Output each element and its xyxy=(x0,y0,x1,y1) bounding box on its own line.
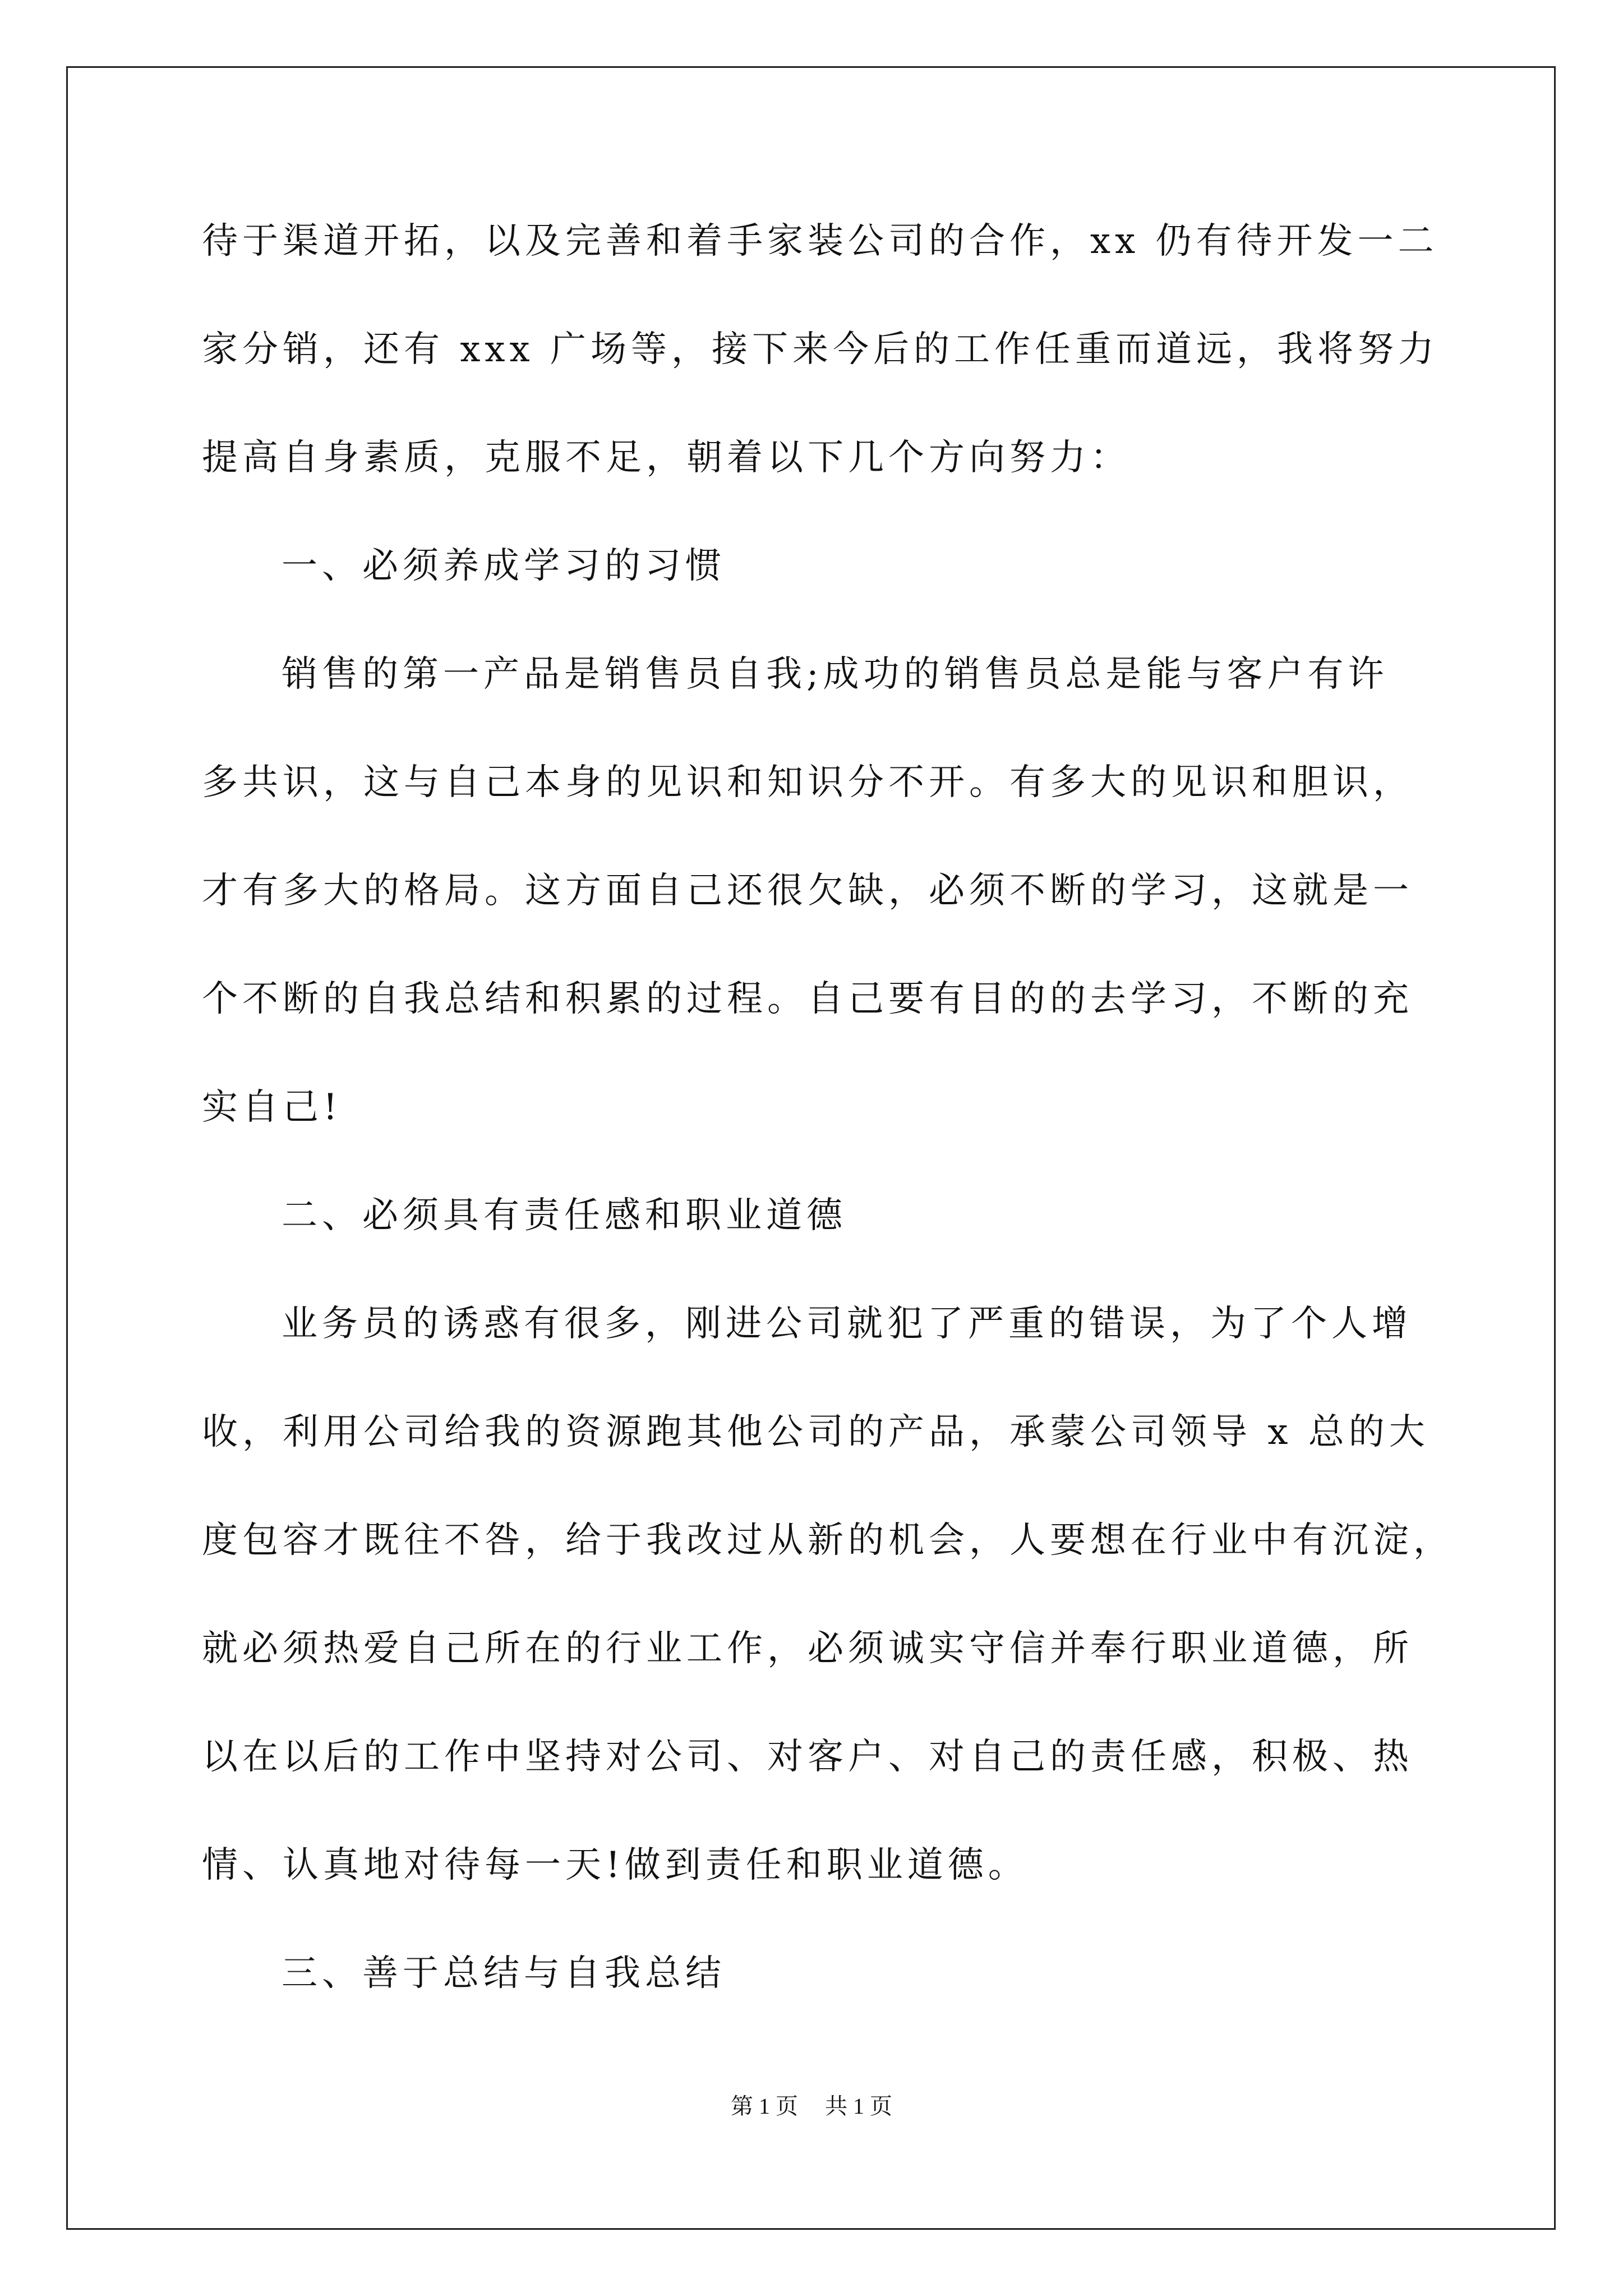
text-line: 待于渠道开拓，以及完善和着手家装公司的合作，xx 仍有待开发一二 xyxy=(202,220,1438,262)
text-line: 销售的第一产品是销售员自我;成功的销售员总是能与客户有许 xyxy=(282,654,1389,695)
text-line: 多共识，这与自己本身的见识和知识分不开。有多大的见识和胆识， xyxy=(202,762,1413,803)
page-number: 第 1 页 xyxy=(731,2093,798,2119)
text-line: 度包容才既往不咎，给于我改过从新的机会，人要想在行业中有沉淀， xyxy=(202,1520,1454,1561)
text-line: 业务员的诱惑有很多，刚进公司就犯了严重的错误，为了个人增 xyxy=(282,1303,1412,1345)
text-line: 就必须热爱自己所在的行业工作，必须诚实守信并奉行职业道德，所 xyxy=(202,1628,1413,1669)
section-heading-1: 一、必须养成学习的习惯 xyxy=(282,545,726,587)
text-line: 以在以后的工作中坚持对公司、对客户、对自己的责任感，积极、热 xyxy=(202,1736,1413,1778)
text-line: 情、认真地对待每一天!做到责任和职业道德。 xyxy=(202,1844,1029,1886)
text-line: 家分销，还有 xxx 广场等，接下来今后的工作任重而道远，我将努力 xyxy=(202,329,1438,370)
text-line: 收，利用公司给我的资源跑其他公司的产品，承蒙公司领导 x 总的大 xyxy=(202,1411,1430,1453)
text-line: 提高自身素质，克服不足，朝着以下几个方向努力： xyxy=(202,437,1131,478)
section-heading-2: 二、必须具有责任感和职业道德 xyxy=(282,1195,847,1236)
page-border xyxy=(66,66,1556,2230)
text-line: 个不断的自我总结和积累的过程。自己要有目的的去学习，不断的充 xyxy=(202,978,1413,1020)
text-line: 实自己! xyxy=(202,1087,342,1128)
text-line: 才有多大的格局。这方面自己还很欠缺，必须不断的学习，这就是一 xyxy=(202,870,1413,912)
page-footer xyxy=(0,2090,1623,2123)
section-heading-3: 三、善于总结与自我总结 xyxy=(282,1953,726,1994)
page-total: 共 1 页 xyxy=(825,2093,892,2119)
